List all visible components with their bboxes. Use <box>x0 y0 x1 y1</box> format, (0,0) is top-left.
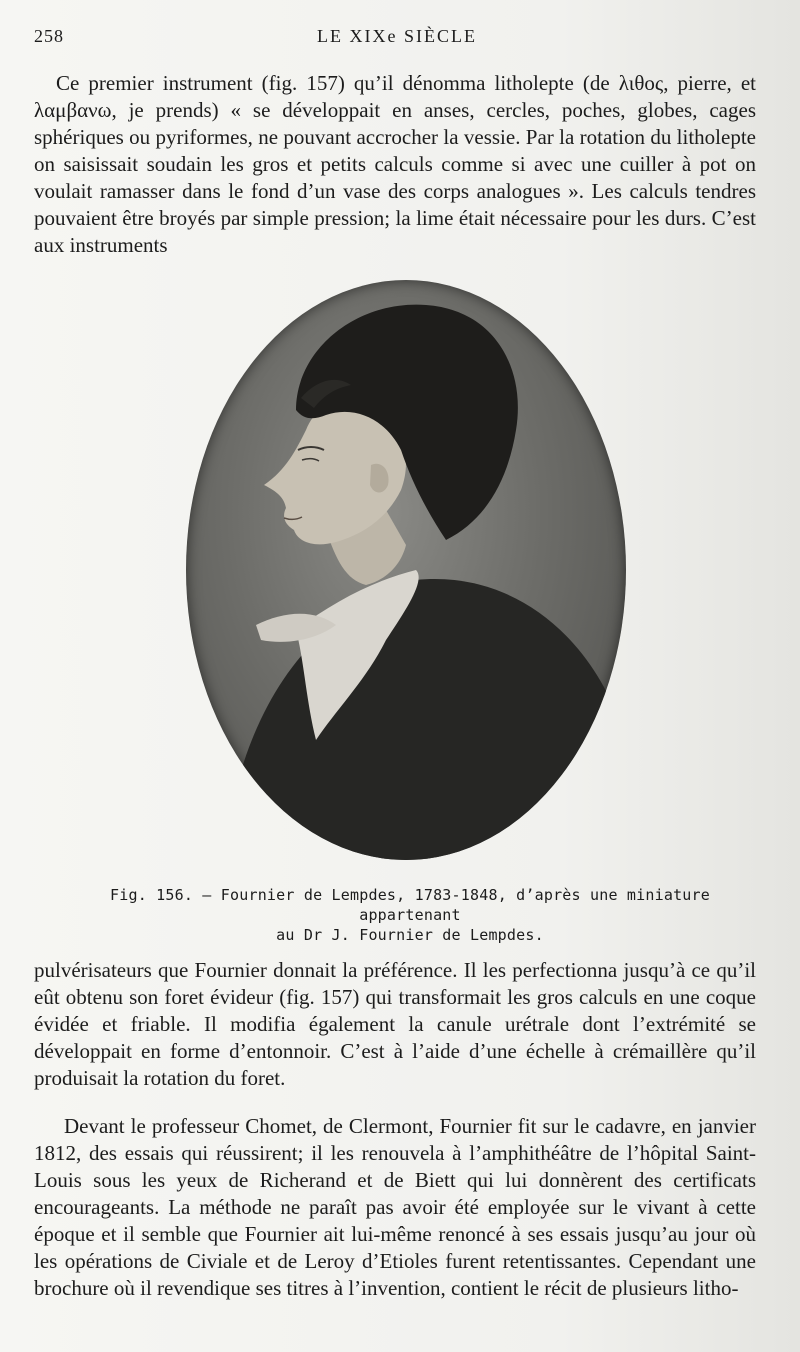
running-title: LE XIXe SIÈCLE <box>317 26 477 46</box>
page-header <box>34 26 760 52</box>
page-number: 258 <box>34 26 64 46</box>
caption-line-1: Fig. 156. — Fournier de Lempdes, 1783-1848, d’après une miniature appartenant <box>110 886 710 924</box>
paragraph-instrument: Ce premier instrument (fig. 157) qu’il dénomma litholepte (de λιθος, pierre, et λαμβανω, je prends) « se développait en anses, cercles, poches, globes, cages sphériques ou pyriformes, ne pouvant accrocher la vessie. Par la rotation du litholepte on saisissait soudain les gros et petits calculs comme si avec une cuiller à pot on voulait ramasser dans le fond d’un vase des corps analogues ». Les calculs tendres pouvaient être broyés par simple pression; la lime était nécessaire pour les durs. C’est aux instruments <box>34 71 756 257</box>
figure-caption <box>60 885 760 945</box>
oval-portrait-miniature <box>186 280 626 860</box>
paragraph-chomet: Devant le professeur Chomet, de Clermont, Fournier fit sur le cadavre, en janvier 1812, des essais qui réussirent; il les renouvela à l’amphithéâtre de l’hôpital Saint-Louis sous les yeux de Richerand et de Biett qui lui donnèrent des certificats encourageants. La méthode ne paraît pas avoir été employée sur le vivant à cette époque et il semble que Fournier ait lui-même renoncé à ses essais jusqu’au jour où les opérations de Civiale et de Leroy d’Etioles furent retentissantes. Cependant une brochure où il revendique ses titres à l’invention, contient le récit de plusieurs litho- <box>34 1114 756 1300</box>
caption-line-2: au Dr J. Fournier de Lempdes. <box>276 926 544 944</box>
portrait-illustration <box>186 280 626 860</box>
portrait-figure <box>186 280 626 860</box>
paragraph-pulverisateurs: pulvérisateurs que Fournier donnait la préférence. Il les perfectionna jusqu’à ce qu’il eût obtenu son foret évideur (fig. 157) qui transformait les gros calculs en une coque évidée et friable. Il modifia également la canule urétrale dont l’extrémité se développait en forme d’entonnoir. C’est à l’aide d’une échelle à crémaillère qu’il produisait la rotation du foret. <box>34 958 756 1090</box>
